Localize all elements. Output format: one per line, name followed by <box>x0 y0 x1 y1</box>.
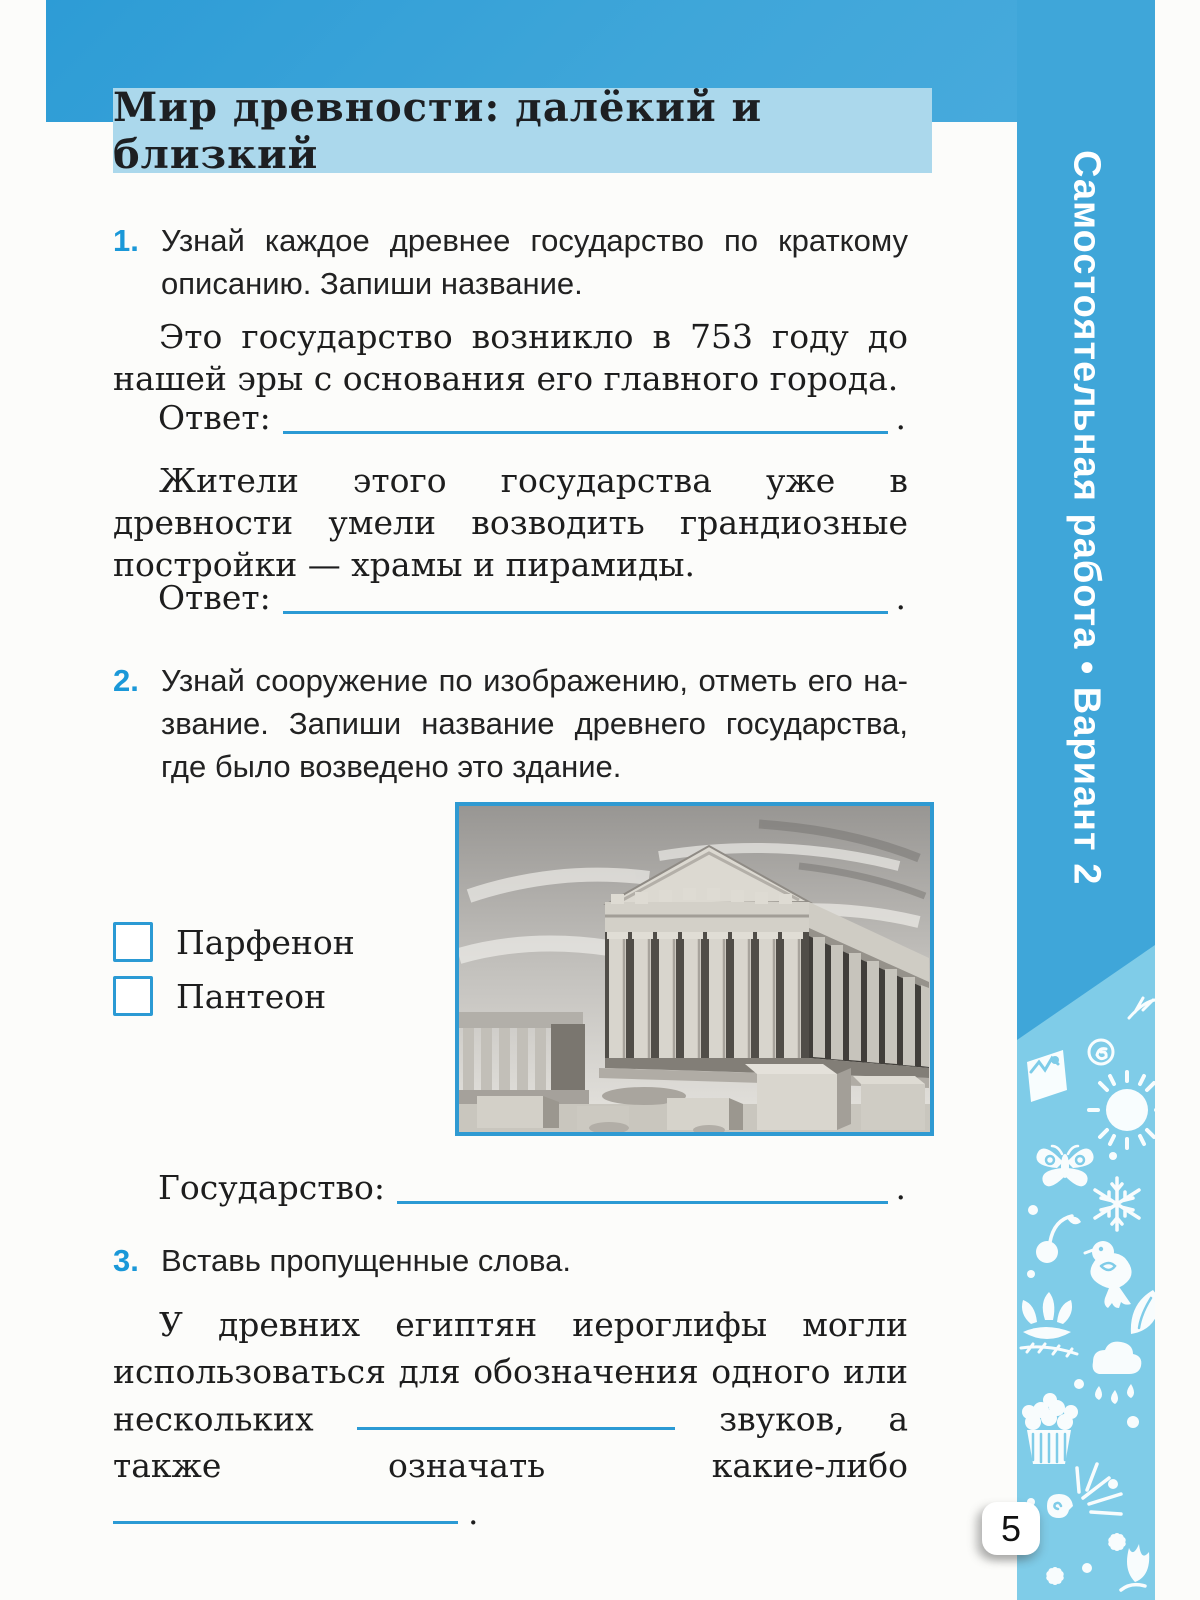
parthenon-photo <box>455 802 934 1136</box>
period-3: . <box>895 1168 906 1207</box>
answer-label-2: Ответ: <box>158 578 271 617</box>
task-1-instruction: Узнай каждое древнее государство по краткому описанию. Запиши название. <box>161 223 908 301</box>
answer-line-2[interactable] <box>283 577 888 614</box>
page-title: Мир древности: далёкий и близкий <box>113 83 763 178</box>
answer-row-2 <box>158 576 906 620</box>
answer-label-1: Ответ: <box>158 398 271 437</box>
page-number: 5 <box>1000 1507 1022 1549</box>
fill-in-blank-2[interactable] <box>113 1490 458 1524</box>
checkbox-parthenon[interactable] <box>113 922 153 962</box>
option-parthenon-label: Парфенон <box>176 922 355 962</box>
task-2 <box>113 660 908 788</box>
period-1: . <box>895 398 906 437</box>
task-3-text <box>113 1302 908 1537</box>
state-answer-row <box>158 1166 906 1210</box>
task-1 <box>113 220 908 306</box>
doodles-icon <box>1017 900 1155 1600</box>
answer-line-1[interactable] <box>283 397 888 434</box>
task-3 <box>113 1240 908 1283</box>
state-answer-line[interactable] <box>397 1167 887 1204</box>
task-1-clue-2: Жители этого государства уже в древности умели возводить грандиозные постройки — храмы и пирамиды. <box>113 461 908 585</box>
right-sidebar <box>1017 0 1155 1600</box>
task-1-clue-1: Это государство возникло в 753 году до нашей эры с основания его главного города. <box>113 317 908 399</box>
decorative-doodle-pattern <box>1017 900 1155 1600</box>
task-1-number: 1. <box>113 223 139 258</box>
task-2-number: 2. <box>113 663 139 698</box>
period-4: . <box>468 1493 479 1533</box>
checkbox-pantheon[interactable] <box>113 976 153 1016</box>
answer-row-1 <box>158 396 906 440</box>
option-pantheon-label: Пантеон <box>176 976 327 1016</box>
option-pantheon[interactable] <box>113 976 326 1016</box>
state-label: Государство: <box>158 1168 386 1207</box>
task-3-instruction: Вставь пропущенные слова. <box>161 1243 571 1278</box>
page-number-badge <box>982 1502 1040 1555</box>
option-parthenon[interactable] <box>113 922 355 962</box>
sidebar-section-label: Самостоятельная работа • Вариант 2 <box>1065 150 1108 886</box>
fill-in-blank-1[interactable] <box>357 1396 675 1430</box>
period-2: . <box>895 578 906 617</box>
title-banner <box>113 83 932 178</box>
task-3-text-part-1: У древних египтян иероглифы могли использоваться для обозначения одного или нескольких <box>113 1305 908 1439</box>
task-3-text-part-2: звуков, а также означать какие-либо <box>113 1399 908 1485</box>
task-3-number: 3. <box>113 1243 139 1278</box>
parthenon-illustration-icon <box>459 806 930 1132</box>
task-2-instruction: Узнай сооружение по изображению, отметь его название. Запиши название древнего государства, где было возведено это здание. <box>161 663 908 784</box>
